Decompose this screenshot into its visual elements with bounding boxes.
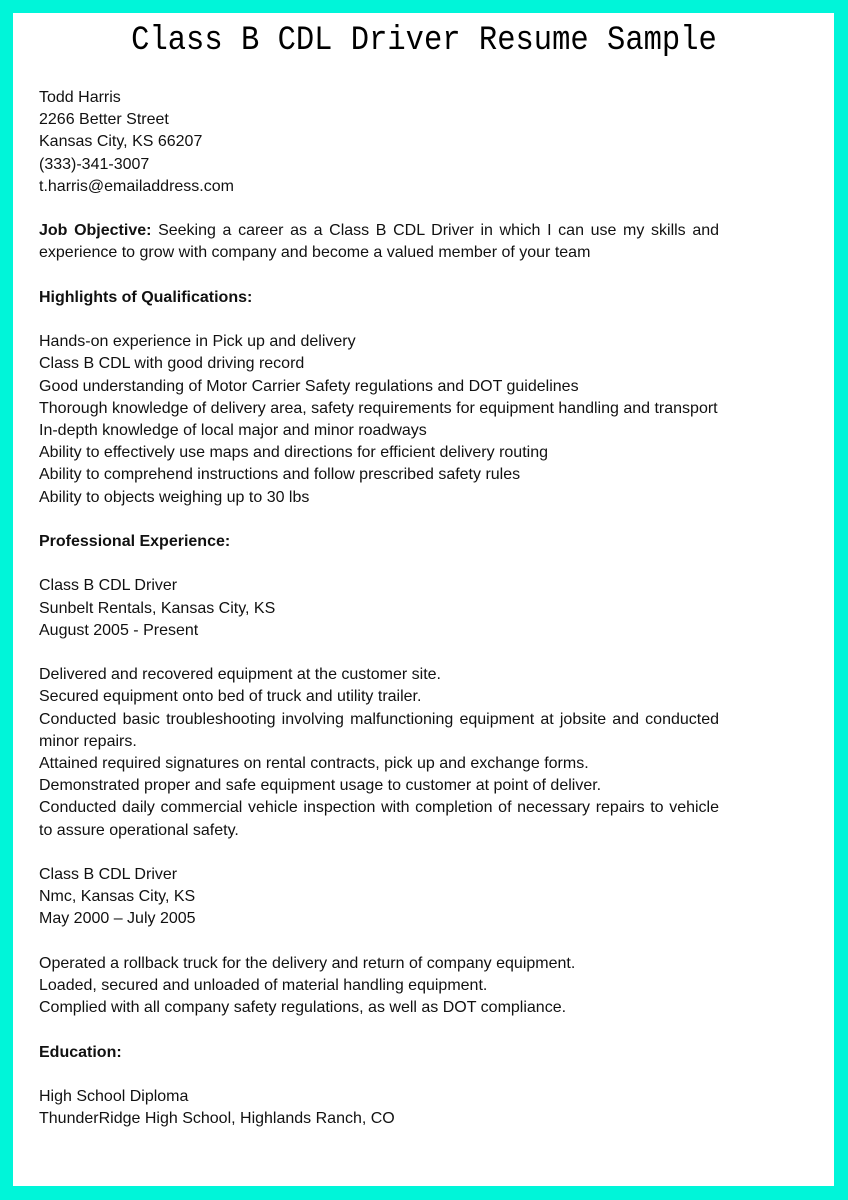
contact-email: t.harris@emailaddress.com: [39, 177, 234, 195]
list-item: Ability to effectively use maps and directions for efficient delivery routing: [39, 444, 548, 462]
experience-heading: Professional Experience:: [39, 533, 231, 550]
job-dates: August 2005 - Present: [39, 621, 199, 639]
list-item: Hands-on experience in Pick up and delivery: [39, 333, 356, 351]
job-company: Sunbelt Rentals, Kansas City, KS: [39, 599, 276, 617]
job-duty: Delivered and recovered equipment at the customer site.: [39, 666, 441, 684]
job-title: Class B CDL Driver: [39, 866, 178, 883]
list-item: Good understanding of Motor Carrier Safety regulations and DOT guidelines: [39, 377, 579, 395]
job-duty: Attained required signatures on rental contracts, pick up and exchange forms.: [39, 755, 589, 772]
list-item: In-depth knowledge of local major and minor roadways: [39, 422, 427, 439]
job-duty: Conducted basic troubleshooting involving malfunctioning equipment at jobsite and conducted minor repairs.: [39, 710, 719, 750]
objective-label: Job Objective:: [39, 222, 152, 240]
job-duty: Conducted daily commercial vehicle inspection with completion of necessary repairs to vehicle to assure operational safety.: [39, 799, 719, 839]
job-entry: [39, 864, 719, 1019]
contact-phone: (333)-341-3007: [39, 155, 150, 173]
contact-street: 2266 Better Street: [39, 111, 169, 129]
document-title: Class B CDL Driver Resume Sample: [131, 21, 717, 61]
job-company: Nmc, Kansas City, KS: [39, 888, 196, 906]
job-title: Class B CDL Driver: [39, 577, 178, 595]
job-duty: Operated a rollback truck for the delivery and return of company equipment.: [39, 954, 576, 972]
job-objective: [39, 220, 719, 264]
highlights-list: [39, 331, 719, 509]
contact-name: Todd Harris: [39, 89, 121, 106]
list-item: Class B CDL with good driving record: [39, 355, 305, 373]
education-school: ThunderRidge High School, Highlands Ranch, CO: [39, 1110, 395, 1128]
objective-text: Seeking a career as a Class B CDL Driver in which I can use my skills and experience to grow with company and become a valued member of your team: [39, 222, 720, 262]
job-duty: Loaded, secured and unloaded of material handling equipment.: [39, 977, 488, 994]
list-item: Ability to comprehend instructions and follow prescribed safety rules: [39, 466, 521, 484]
job-duty: Demonstrated proper and safe equipment usage to customer at point of deliver.: [39, 777, 602, 795]
education-degree: High School Diploma: [39, 1087, 189, 1105]
job-dates: May 2000 – July 2005: [39, 910, 196, 928]
highlights-heading: Highlights of Qualifications:: [39, 288, 253, 306]
job-entry: [39, 575, 719, 841]
contact-block: [39, 87, 719, 198]
job-duty: Complied with all company safety regulations, as well as DOT compliance.: [39, 999, 567, 1017]
resume-content: [39, 87, 719, 1130]
list-item: Thorough knowledge of delivery area, safety requirements for equipment handling and transport: [39, 399, 718, 417]
list-item: Ability to objects weighing up to 30 lbs: [39, 488, 310, 506]
education-heading: Education:: [39, 1043, 122, 1061]
contact-city: Kansas City, KS 66207: [39, 133, 203, 151]
job-duty: Secured equipment onto bed of truck and utility trailer.: [39, 688, 422, 706]
